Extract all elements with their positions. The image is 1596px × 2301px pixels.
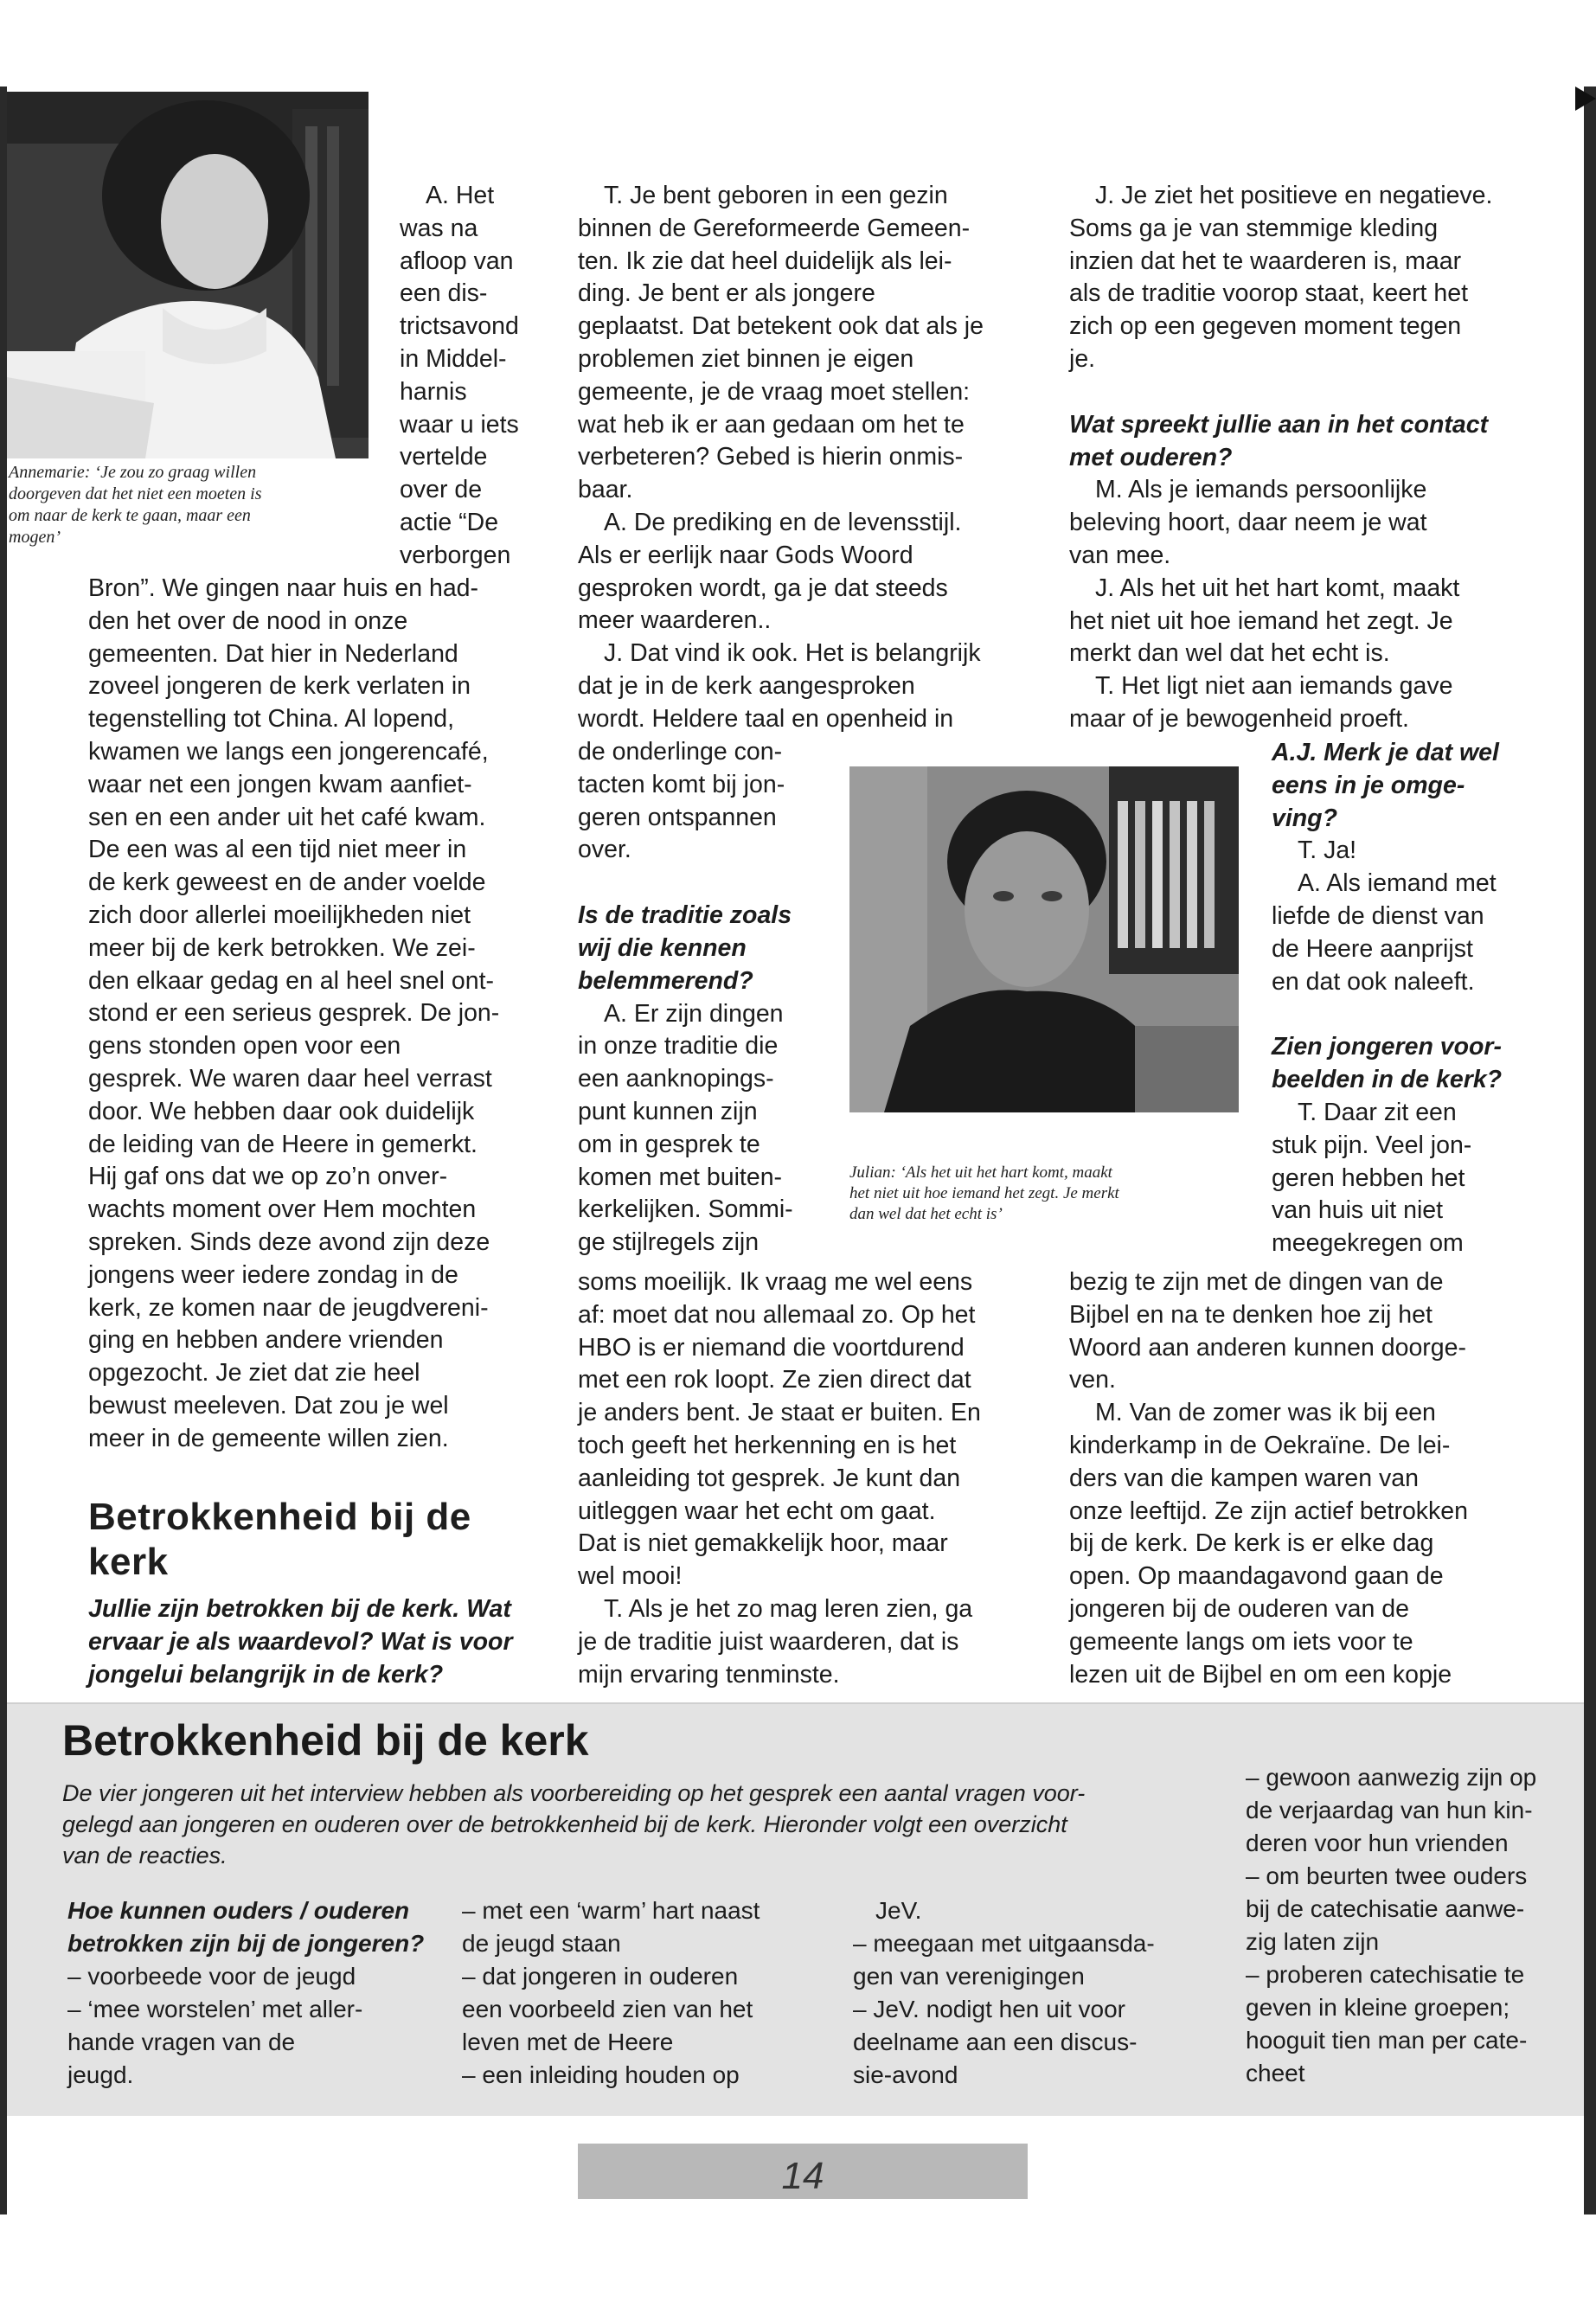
text-line: over de — [400, 476, 483, 504]
text-line: spreken. Sinds deze avond zijn deze — [88, 1227, 490, 1256]
caption-line: dan wel dat het echt is’ — [849, 1205, 1003, 1223]
text-line: zoveel jongeren de kerk verlaten in — [88, 672, 471, 701]
list-item — [853, 1927, 1216, 1993]
text-line: geven in kleine groepen; — [1246, 1994, 1510, 2021]
col1-text — [88, 573, 547, 1456]
text-line: en dat ook naleeft. — [1272, 967, 1475, 996]
text-line: de leiding van de Heere in gemerkt. — [88, 1130, 478, 1158]
text-line: lezen uit de Bijbel en om een kopje — [1069, 1660, 1452, 1689]
text-line: waar net een jongen kwam aanfiet- — [88, 770, 472, 798]
text-line: vertelde — [400, 443, 488, 471]
text-line: A. Het — [426, 182, 495, 209]
text-line: af: moet dat nou allemaal zo. Op het — [578, 1300, 976, 1329]
text-line: uitleggen waar het echt om gaat. — [578, 1497, 936, 1525]
text-line: A.J. Merk je dat wel — [1272, 739, 1499, 766]
col3-text-top — [1069, 180, 1554, 736]
text-line: J. Dat vind ik ook. Het is belangrijk — [604, 639, 981, 668]
text-line: opgezocht. Je ziet dat zie heel — [88, 1359, 420, 1388]
text-line: HBO is er niemand die voortdurend — [578, 1333, 965, 1362]
text-line: inzien dat het te waarderen is, maar — [1069, 247, 1462, 275]
text-line: betrokken zijn bij de jongeren? — [67, 1930, 425, 1957]
text-line: ven. — [1069, 1366, 1116, 1394]
text-line: De een was al een tijd niet meer in — [88, 836, 467, 864]
text-line: de jeugd staan — [462, 1930, 621, 1957]
col3-text-bottom — [1069, 1266, 1554, 1691]
text-line: Dat is niet gemakkelijk hoor, maar — [578, 1529, 948, 1558]
text-line: meer in de gemeente willen zien. — [88, 1424, 449, 1452]
text-line: tacten komt bij jon- — [578, 770, 785, 798]
text-line: – JeV. nodigt hen uit voor — [853, 1996, 1125, 2022]
text-line: Woord aan anderen kunnen doorge- — [1069, 1333, 1466, 1362]
text-line: leven met de Heere — [462, 2029, 674, 2055]
text-line: wat heb ik er aan gedaan om het te — [578, 410, 965, 439]
text-line: meer waarderen.. — [578, 606, 772, 635]
heading-line: kerk — [88, 1541, 169, 1583]
text-line: ving? — [1272, 804, 1337, 832]
text-line: Bijbel en na te denken hoe zij het — [1069, 1300, 1433, 1329]
text-line: geren ontspannen — [578, 803, 777, 831]
text-line: beelden in de kerk? — [1272, 1066, 1503, 1094]
text-line: je anders bent. Je staat er buiten. En — [578, 1399, 981, 1427]
text-line: mijn ervaring tenminste. — [578, 1660, 840, 1689]
text-line: gemeente, je de vraag moet stellen: — [578, 377, 971, 406]
col3-text-narrow — [1272, 737, 1548, 1260]
text-line: Zien jongeren voor- — [1272, 1033, 1503, 1061]
text-line: in onze traditie die — [578, 1032, 779, 1061]
text-line: De vier jongeren uit het interview hebben als voorbereiding op het gesprek een aantal vragen voor- — [62, 1780, 1086, 1806]
caption-line: doorgeven dat het niet een moeten is — [9, 484, 262, 503]
text-line: deelname aan een discus- — [853, 2029, 1138, 2055]
text-line: waar u iets — [400, 410, 519, 439]
text-line: Als er eerlijk naar Gods Woord — [578, 541, 913, 569]
text-line: gen van verenigingen — [853, 1963, 1085, 1990]
text-line: baar. — [578, 476, 633, 504]
photo-julian — [849, 766, 1239, 1112]
text-line: verborgen — [400, 541, 511, 569]
text-line: – met een ‘warm’ hart naast — [462, 1897, 760, 1924]
text-line: van de reacties. — [62, 1843, 228, 1868]
text-line: tegenstelling tot China. Al lopend, — [88, 705, 455, 734]
text-line: van mee. — [1069, 541, 1171, 569]
scan-left-edge — [0, 87, 7, 2214]
text-line: je. — [1069, 344, 1096, 373]
text-line: aanleiding tot gesprek. Je kunt dan — [578, 1464, 961, 1492]
col2-text-top — [578, 180, 1045, 736]
text-line: bezig te zijn met de dingen van de — [1069, 1268, 1444, 1296]
text-line: – gewoon aanwezig zijn op — [1246, 1764, 1537, 1791]
list-item — [1246, 1761, 1592, 1860]
text-line: gelegd aan jongeren en ouderen over de betrokkenheid bij de kerk. Hieronder volgt een overzicht — [62, 1811, 1067, 1837]
text-line: – voorbeede voor de jeugd — [67, 1963, 356, 1990]
summary-col-1 — [67, 1894, 439, 2092]
text-line: punt kunnen zijn — [578, 1097, 758, 1125]
text-line: dat je in de kerk aangesproken — [578, 671, 915, 700]
text-line: onze leeftijd. Ze zijn actief betrokken — [1069, 1497, 1468, 1525]
text-line: als de traditie voorop staat, keert het — [1069, 279, 1469, 308]
text-line: gemeenten. Dat hier in Nederland — [88, 639, 458, 668]
text-line: actie “De — [400, 508, 499, 536]
text-line: geplaatst. Dat betekent ook dat als je — [578, 312, 984, 341]
text-line: hande vragen van de — [67, 2029, 296, 2055]
text-line: gesprek. We waren daar heel verrast — [88, 1064, 492, 1093]
list-item — [462, 2059, 843, 2092]
text-line: stuk pijn. Veel jon- — [1272, 1131, 1472, 1159]
text-line: jongeren bij de ouderen van de — [1069, 1594, 1409, 1623]
text-line: de Heere aanprijst — [1272, 934, 1473, 963]
text-line: den het over de nood in onze — [88, 606, 408, 635]
text-line: wachts moment over Hem mochten — [88, 1195, 477, 1224]
text-line: van huis uit niet — [1272, 1196, 1444, 1225]
text-line: T. Je bent geboren in een gezin — [604, 182, 948, 209]
text-line: Hij gaf ons dat we op zo’n onver- — [88, 1163, 448, 1191]
summary-col-4 — [1246, 1761, 1592, 2090]
list-item — [462, 1894, 843, 1960]
text-line: J. Je ziet het positieve en negatieve. — [1095, 182, 1493, 209]
col2-text-bottom — [578, 1266, 1045, 1691]
heading-line: Betrokkenheid bij de — [88, 1496, 471, 1538]
text-line: zich op een gegeven moment tegen — [1069, 312, 1462, 341]
caption-julian — [849, 1163, 1247, 1225]
col1-question — [88, 1593, 555, 1691]
text-line: beleving hoort, daar neem je wat — [1069, 509, 1427, 537]
text-line: binnen de Gereformeerde Gemeen- — [578, 214, 971, 242]
text-line: bij de kerk. De kerk is er elke dag — [1069, 1529, 1434, 1558]
summary-box-title: Betrokkenheid bij de kerk — [62, 1716, 589, 1765]
summary-col-2 — [462, 1894, 843, 2092]
text-line: den elkaar gedag en al heel snel ont- — [88, 966, 495, 995]
text-line: kinderkamp in de Oekraïne. De lei- — [1069, 1431, 1451, 1459]
section-heading — [88, 1495, 555, 1585]
text-line: A. Als iemand met — [1298, 869, 1497, 898]
text-line: eens in je omge- — [1272, 771, 1465, 799]
text-line: M. Van de zomer was ik bij een — [1095, 1399, 1436, 1427]
text-line: een aanknopings- — [578, 1065, 774, 1093]
text-line: in Middel- — [400, 344, 507, 373]
text-line: JeV. — [875, 1897, 922, 1924]
text-line: een voorbeeld zien van het — [462, 1996, 753, 2022]
text-line: ging en hebben andere vrienden — [88, 1326, 444, 1355]
text-line: A. De prediking en de levensstijl. — [604, 508, 962, 536]
caption-line: Annemarie: ‘Je zou zo graag willen — [9, 463, 257, 482]
text-line: T. Het ligt niet aan iemands gave — [1095, 672, 1453, 701]
text-line: Hoe kunnen ouders / ouderen — [67, 1897, 410, 1924]
scan-corner-mark — [1575, 87, 1596, 111]
list-item — [853, 1993, 1216, 2092]
text-line: jongens weer iedere zondag in de — [88, 1260, 458, 1289]
text-line: je de traditie juist waarderen, dat is — [578, 1627, 959, 1656]
text-line: jeugd. — [67, 2061, 134, 2088]
text-line: was na — [400, 214, 478, 242]
text-line: wij die kennen — [578, 933, 747, 962]
text-line: toch geeft het herkenning en is het — [578, 1431, 957, 1459]
text-line: – proberen catechisatie te — [1246, 1961, 1525, 1988]
text-line: – ‘mee worstelen’ met aller- — [67, 1996, 363, 2022]
text-line: Is de traditie zoals — [578, 901, 792, 930]
text-line: zig laten zijn — [1246, 1928, 1380, 1955]
text-line: T. Ja! — [1298, 836, 1357, 865]
list-item — [462, 1960, 843, 2059]
text-line: met een rok loopt. Ze zien direct dat — [578, 1366, 971, 1394]
text-line: zich door allerlei moeilijkheden niet — [88, 901, 471, 929]
text-line: komen met buiten- — [578, 1163, 783, 1191]
text-line: ten. Ik zie dat heel duidelijk als lei- — [578, 247, 952, 275]
text-line: hooguit tien man per cate- — [1246, 2027, 1528, 2054]
text-line: sie-avond — [853, 2061, 958, 2088]
text-line: belemmerend? — [578, 966, 753, 995]
page-number: 14 — [781, 2155, 824, 2197]
text-line: trictsavond — [400, 312, 519, 341]
text-line: jongelui belangrijk in de kerk? — [88, 1660, 444, 1689]
text-line: – dat jongeren in ouderen — [462, 1963, 739, 1990]
list-item — [1246, 1958, 1592, 2090]
list-item — [1246, 1860, 1592, 1958]
text-line: meegekregen om — [1272, 1229, 1464, 1258]
text-line: met ouderen? — [1069, 443, 1233, 471]
text-line: afloop van — [400, 247, 514, 275]
caption-line: het niet uit hoe iemand het zegt. Je merkt — [849, 1184, 1119, 1202]
text-line: maar of je bewogenheid proeft. — [1069, 704, 1409, 733]
text-line: het niet uit hoe iemand het zegt. Je — [1069, 606, 1453, 635]
text-line: gesproken wordt, ga je dat steeds — [578, 574, 948, 602]
text-line: ervaar je als waardevol? Wat is voor — [88, 1627, 513, 1656]
text-line: Jullie zijn betrokken bij de kerk. Wat — [88, 1595, 511, 1623]
caption-line: Julian: ‘Als het uit het hart komt, maakt — [849, 1163, 1112, 1182]
text-line: bewust meeleven. Dat zou je wel — [88, 1391, 449, 1420]
text-line: J. Als het uit het hart komt, maakt — [1095, 574, 1460, 602]
text-line: T. Als je het zo mag leren zien, ga — [604, 1594, 973, 1623]
text-line: A. Er zijn dingen — [604, 999, 784, 1028]
text-line: Soms ga je van stemmige kleding — [1069, 214, 1439, 242]
text-line: merkt dan wel dat het echt is. — [1069, 639, 1390, 668]
text-line: liefde de dienst van — [1272, 901, 1484, 930]
text-line: open. Op maandagavond gaan de — [1069, 1562, 1444, 1591]
text-line: problemen ziet binnen je eigen — [578, 344, 914, 373]
list-item — [67, 1993, 439, 2092]
text-line: bij de catechisatie aanwe- — [1246, 1895, 1525, 1922]
text-line: kerk, ze komen naar de jeugdvereni- — [88, 1293, 489, 1322]
list-item — [67, 1960, 439, 1993]
text-line: – om beurten twee ouders — [1246, 1862, 1528, 1889]
text-line: geren hebben het — [1272, 1163, 1465, 1192]
text-line: harnis — [400, 377, 467, 406]
text-line: de kerk geweest en de ander voelde — [88, 868, 486, 897]
text-line: gemeente langs om iets voor te — [1069, 1627, 1413, 1656]
text-line: Bron”. We gingen naar huis en had- — [88, 574, 479, 602]
text-line: M. Als je iemands persoonlijke — [1095, 476, 1427, 504]
text-line: verbeteren? Gebed is hierin onmis- — [578, 443, 964, 471]
text-line: door. We hebben daar ook duidelijk — [88, 1097, 475, 1125]
text-line: de verjaardag van hun kin- — [1246, 1797, 1533, 1823]
summary-box-intro — [62, 1778, 1230, 1871]
text-line: de onderlinge con- — [578, 738, 783, 766]
text-line: Wat spreekt jullie aan in het contact — [1069, 410, 1489, 439]
text-line: een dis- — [400, 279, 488, 308]
text-line: – een inleiding houden op — [462, 2061, 740, 2088]
text-line: soms moeilijk. Ik vraag me wel eens — [578, 1268, 973, 1296]
text-line: T. Daar zit een — [1298, 1098, 1457, 1126]
text-line: wel mooi! — [578, 1562, 683, 1591]
text-line: kwamen we langs een jongerencafé, — [88, 737, 489, 766]
text-line: ders van die kampen waren van — [1069, 1464, 1419, 1492]
text-line: over. — [578, 836, 631, 864]
summary-col-3 — [853, 1894, 1216, 2092]
col1-narrow-text — [400, 180, 538, 573]
text-line: meer bij de kerk betrokken. We zei- — [88, 933, 476, 962]
caption-line: om naar de kerk te gaan, maar een — [9, 506, 251, 525]
text-line: om in gesprek te — [578, 1130, 760, 1158]
photo-annemarie — [7, 92, 369, 458]
text-line: wordt. Heldere taal en openheid in — [578, 704, 954, 733]
caption-annemarie — [9, 462, 363, 548]
text-line: – meegaan met uitgaansda- — [853, 1930, 1155, 1957]
text-line: deren voor hun vrienden — [1246, 1830, 1509, 1856]
text-line: ding. Je bent er als jongere — [578, 279, 875, 308]
text-line: ge stijlregels zijn — [578, 1228, 760, 1257]
col2-text-narrow — [578, 736, 837, 1259]
text-line: cheet — [1246, 2060, 1305, 2086]
text-line: gens stonden open voor een — [88, 1032, 401, 1061]
caption-line: mogen’ — [9, 528, 61, 547]
text-line: sen en een ander uit het café kwam. — [88, 803, 486, 831]
text-line: kerkelijken. Sommi- — [578, 1195, 793, 1224]
text-line: stond er een serieus gesprek. De jon- — [88, 999, 500, 1028]
